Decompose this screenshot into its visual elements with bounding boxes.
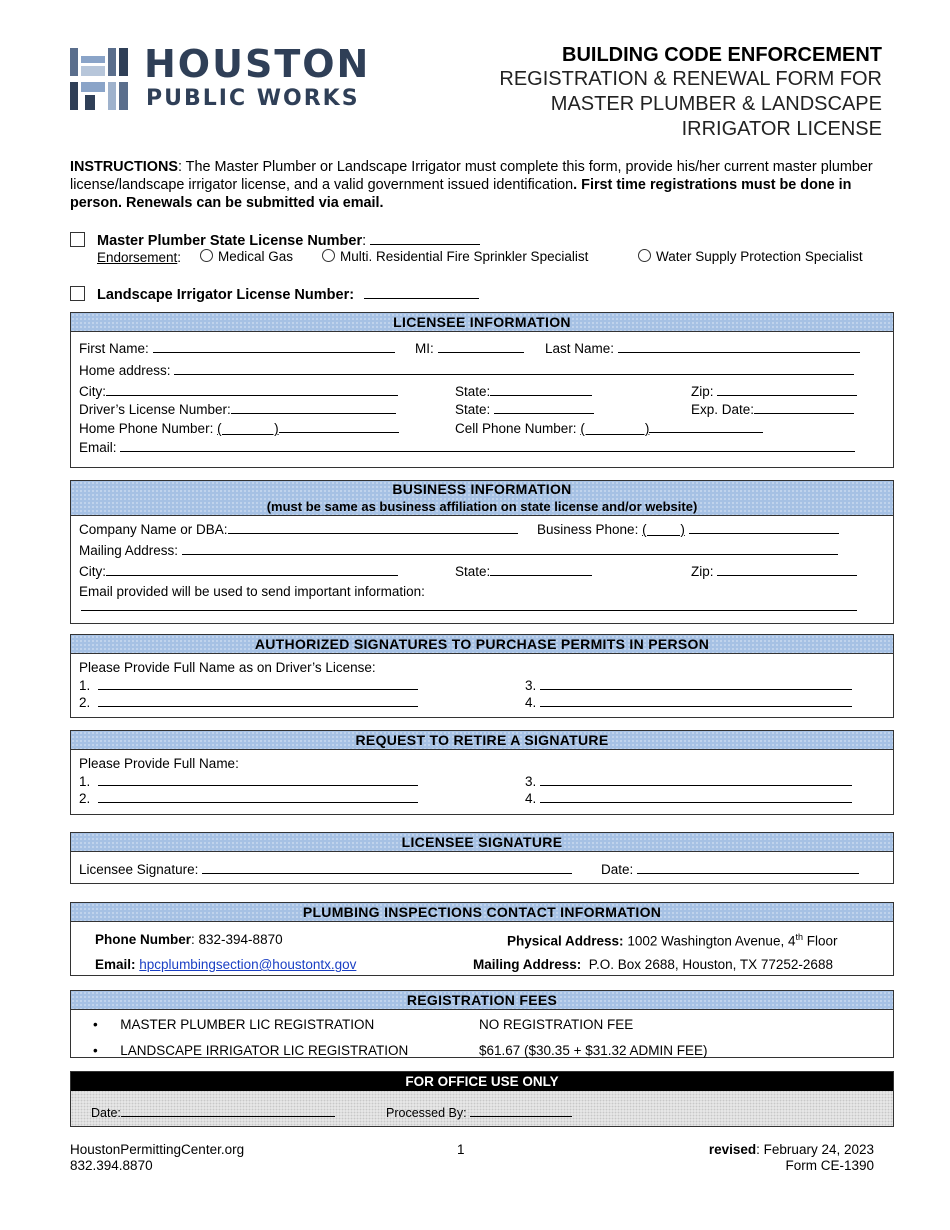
fees-heading: REGISTRATION FEES xyxy=(71,991,893,1010)
page-number: 1 xyxy=(457,1142,465,1157)
radio-icon[interactable] xyxy=(638,249,651,262)
logo-mark-icon xyxy=(70,46,132,112)
authorized-name-2[interactable] xyxy=(98,694,418,707)
retire-name-4[interactable] xyxy=(540,790,852,803)
contact-section: PLUMBING INSPECTIONS CONTACT INFORMATION Phone Number: 832-394-8870 Email: hpcplumbingsection@houstontx.gov Physical Address: 1002 Washington Avenue, 4th Floor Mailing Address: P.O. Box 2688, Houston, TX 77252-2688 xyxy=(70,902,894,976)
endorsement-water-supply[interactable]: Water Supply Protection Specialist xyxy=(638,249,863,264)
contact-email-link[interactable]: hpcplumbingsection@houstontx.gov xyxy=(139,957,357,972)
master-plumber-license-field[interactable] xyxy=(370,232,480,245)
business-email-field[interactable] xyxy=(81,610,857,611)
business-heading: BUSINESS INFORMATION (must be same as business affiliation on state license and/or website) xyxy=(71,481,893,516)
company-field[interactable] xyxy=(228,521,518,534)
endorsement-fire-sprinkler[interactable]: Multi. Residential Fire Sprinkler Specialist xyxy=(322,249,588,264)
radio-icon[interactable] xyxy=(322,249,335,262)
logo xyxy=(70,42,390,116)
signature-section: LICENSEE SIGNATURE Licensee Signature: Date: xyxy=(70,832,894,884)
office-section: FOR OFFICE USE ONLY Date: Processed By: xyxy=(70,1071,894,1127)
authorized-name-4[interactable] xyxy=(540,694,852,707)
mailing-address-field[interactable] xyxy=(182,542,838,555)
home-address-field[interactable] xyxy=(174,362,854,375)
authorized-name-3[interactable] xyxy=(540,677,852,690)
radio-icon[interactable] xyxy=(200,249,213,262)
zip-field[interactable] xyxy=(717,383,857,396)
business-phone-field[interactable]: ( ) xyxy=(642,522,685,537)
email-note: Email provided will be used to send important information: xyxy=(79,584,425,599)
signature-heading: LICENSEE SIGNATURE xyxy=(71,833,893,852)
instructions: INSTRUCTIONS: The Master Plumber or Landscape Irrigator must complete this form, provide his/her current master plumber license/landscape irrigator license, and a valid government issued identification. First time registrations must be done in person. Renewals can be submitted via email. xyxy=(70,159,873,211)
form-title-line-1: REGISTRATION & RENEWAL FORM FOR xyxy=(499,68,882,90)
authorized-section: AUTHORIZED SIGNATURES TO PURCHASE PERMITS IN PERSON Please Provide Full Name as on Driver’s License: 1. 2. 3. 4. xyxy=(70,634,894,718)
retire-prompt: Please Provide Full Name: xyxy=(79,756,239,771)
state-field[interactable] xyxy=(490,383,592,396)
licensee-signature-field[interactable] xyxy=(202,861,572,874)
dept-title: BUILDING CODE ENFORCEMENT xyxy=(562,44,882,66)
footer-website: HoustonPermittingCenter.org xyxy=(70,1142,245,1157)
business-zip-field[interactable] xyxy=(717,563,857,576)
fee-item-1: • MASTER PLUMBER LIC REGISTRATION xyxy=(93,1017,375,1032)
logo-houston: HOUSTON xyxy=(144,42,371,86)
retire-section: REQUEST TO RETIRE A SIGNATURE Please Provide Full Name: 1. 2. 3. 4. xyxy=(70,730,894,815)
irrigator-checkbox[interactable] xyxy=(70,286,85,301)
authorized-heading: AUTHORIZED SIGNATURES TO PURCHASE PERMITS IN PERSON xyxy=(71,635,893,654)
cell-phone-field[interactable]: ( ) xyxy=(580,421,650,436)
authorized-name-1[interactable] xyxy=(98,677,418,690)
business-state-field[interactable] xyxy=(490,563,592,576)
retire-heading: REQUEST TO RETIRE A SIGNATURE xyxy=(71,731,893,750)
fees-section xyxy=(70,990,894,1058)
dl-state-field[interactable] xyxy=(494,401,594,414)
business-section: BUSINESS INFORMATION (must be same as business affiliation on state license and/or website) Company Name or DBA: Business Phone: ( ) Mailing Address: City: State: Zip: Email provided will be used to send important information: xyxy=(70,480,894,624)
fee-amount-1: NO REGISTRATION FEE xyxy=(479,1017,634,1032)
form-title-line-3: IRRIGATOR LICENSE xyxy=(681,118,882,140)
endorsement-medical-gas[interactable]: Medical Gas xyxy=(200,249,293,264)
logo-public-works: PUBLIC WORKS xyxy=(146,86,360,111)
form-number: Form CE-1390 xyxy=(785,1158,874,1173)
licensee-heading: LICENSEE INFORMATION xyxy=(71,313,893,332)
business-city-field[interactable] xyxy=(106,563,398,576)
irrigator-license-field[interactable] xyxy=(364,286,479,299)
first-name-field[interactable] xyxy=(153,340,395,353)
office-date-field[interactable] xyxy=(121,1104,335,1117)
contact-phone: : 832-394-8870 xyxy=(191,932,283,947)
email-field[interactable] xyxy=(120,439,855,452)
dl-number-field[interactable] xyxy=(231,401,396,414)
endorsement-row: Endorsement: xyxy=(97,250,182,265)
office-heading: FOR OFFICE USE ONLY xyxy=(71,1072,893,1091)
mi-field[interactable] xyxy=(438,340,524,353)
signature-date-field[interactable] xyxy=(637,861,859,874)
business-subheading: (must be same as business affiliation on state license and/or website) xyxy=(266,499,698,514)
processed-by-field[interactable] xyxy=(470,1104,572,1117)
title-block xyxy=(499,44,882,142)
fee-amount-2: $61.67 ($30.35 + $31.32 ADMIN FEE) xyxy=(479,1043,708,1058)
footer-right: revised: February 24, 2023 Form CE-1390 xyxy=(708,1142,874,1173)
last-name-field[interactable] xyxy=(618,340,860,353)
irrigator-row: Landscape Irrigator License Number: xyxy=(70,286,479,303)
retire-name-3[interactable] xyxy=(540,773,852,786)
form-title-line-2: MASTER PLUMBER & LANDSCAPE xyxy=(550,93,882,115)
authorized-prompt: Please Provide Full Name as on Driver’s License: xyxy=(79,660,376,675)
exp-date-field[interactable] xyxy=(754,401,854,414)
footer-left xyxy=(70,1142,244,1174)
retire-name-1[interactable] xyxy=(98,773,418,786)
master-plumber-checkbox[interactable] xyxy=(70,232,85,247)
footer-phone: 832.394.8870 xyxy=(70,1158,153,1173)
master-plumber-row: Master Plumber State License Number: xyxy=(70,232,480,249)
fee-item-2: • LANDSCAPE IRRIGATOR LIC REGISTRATION xyxy=(93,1043,409,1058)
retire-name-2[interactable] xyxy=(98,790,418,803)
licensee-section: LICENSEE INFORMATION First Name: MI: Last Name: Home address: City: State: Zip: Driver’s License Number: State: Exp. Date: Home Phone Number: ( ) Cell Phone Number: ( ) Email: xyxy=(70,312,894,468)
home-phone-field[interactable]: ( ) xyxy=(217,421,279,436)
contact-heading: PLUMBING INSPECTIONS CONTACT INFORMATION xyxy=(71,903,893,922)
city-field[interactable] xyxy=(106,383,398,396)
